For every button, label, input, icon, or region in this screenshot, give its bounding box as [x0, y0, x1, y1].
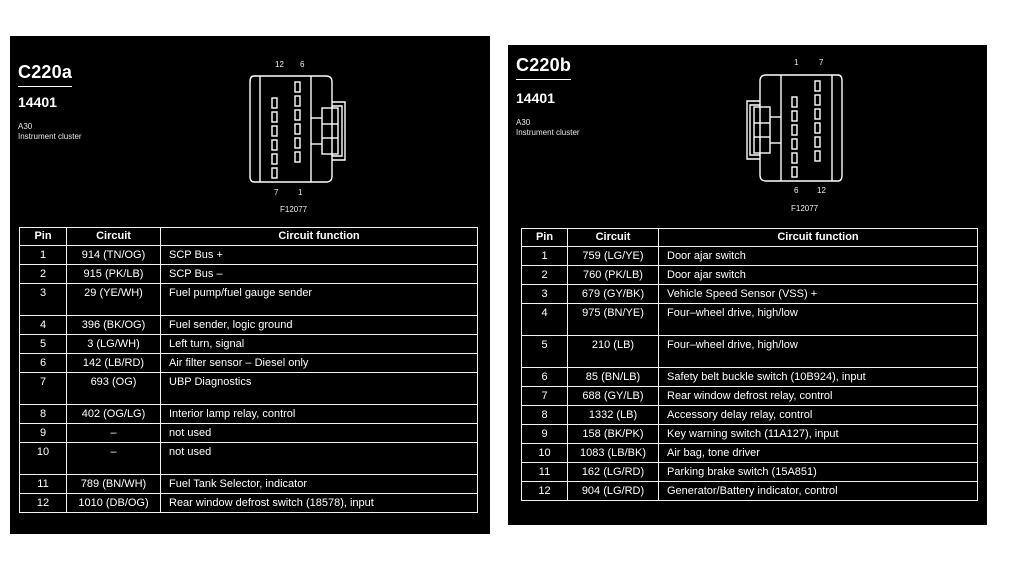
pin-number: 3 [20, 284, 67, 316]
circuit-id: 3 (LG/WH) [67, 335, 161, 354]
table-row [20, 405, 478, 424]
pin-label-top-right: 7 [819, 58, 824, 67]
circuit-function: Fuel sender, logic ground [161, 316, 478, 335]
table-row [20, 475, 478, 494]
pin-number: 2 [522, 266, 568, 285]
pin-number: 8 [522, 406, 568, 425]
pin-number: 9 [20, 424, 67, 443]
component-code: A30 [18, 122, 33, 131]
connector-title: C220b [516, 55, 571, 80]
part-number: 14401 [18, 94, 57, 110]
circuit-function: Door ajar switch [659, 266, 978, 285]
circuit-function: Interior lamp relay, control [161, 405, 478, 424]
circuit-id: 1332 (LB) [568, 406, 659, 425]
circuit-function: UBP Diagnostics [161, 373, 478, 405]
table-row [522, 266, 978, 285]
pin-label-bottom-left: 6 [794, 186, 799, 195]
pin-number: 12 [522, 482, 568, 501]
connector-face-icon [744, 71, 844, 185]
pin-number: 8 [20, 405, 67, 424]
header-circuit: Circuit [568, 229, 659, 247]
pin-number: 7 [20, 373, 67, 405]
circuit-function: Four–wheel drive, high/low [659, 336, 978, 368]
pin-number: 11 [522, 463, 568, 482]
circuit-function: Fuel pump/fuel gauge sender [161, 284, 478, 316]
circuit-function: Rear window defrost relay, control [659, 387, 978, 406]
pin-number: 10 [20, 443, 67, 475]
circuit-id: – [67, 443, 161, 475]
table-row [20, 284, 478, 316]
circuit-function: SCP Bus + [161, 246, 478, 265]
header-circuit-function: Circuit function [161, 228, 478, 246]
pin-number: 5 [20, 335, 67, 354]
pin-number: 5 [522, 336, 568, 368]
circuit-function: Door ajar switch [659, 247, 978, 266]
table-row [20, 494, 478, 513]
circuit-function: Rear window defrost switch (18578), input [161, 494, 478, 513]
table-row [20, 424, 478, 443]
circuit-id: 142 (LB/RD) [67, 354, 161, 373]
connector-title: C220a [18, 62, 72, 87]
table-row [522, 444, 978, 463]
pin-number: 10 [522, 444, 568, 463]
circuit-id: – [67, 424, 161, 443]
table-row [522, 285, 978, 304]
part-number: 14401 [516, 90, 555, 106]
circuit-id: 1083 (LB/BK) [568, 444, 659, 463]
pin-number: 6 [522, 368, 568, 387]
table-row [522, 482, 978, 501]
circuit-function: Vehicle Speed Sensor (VSS) + [659, 285, 978, 304]
circuit-id: 904 (LG/RD) [568, 482, 659, 501]
header-pin: Pin [522, 229, 568, 247]
circuit-id: 760 (PK/LB) [568, 266, 659, 285]
table-row [20, 265, 478, 284]
circuit-function: not used [161, 443, 478, 475]
table-header-row [522, 229, 978, 247]
component-name: Instrument cluster [18, 132, 82, 141]
circuit-id: 396 (BK/OG) [67, 316, 161, 335]
table-row [522, 387, 978, 406]
component-description [18, 122, 82, 142]
pin-number: 9 [522, 425, 568, 444]
connector-panel-c220a [10, 36, 490, 534]
table-row [20, 246, 478, 265]
circuit-id: 679 (GY/BK) [568, 285, 659, 304]
pin-label-top-right: 6 [300, 60, 305, 69]
connector-face-icon [248, 72, 348, 186]
pinout-table-body-a [20, 246, 478, 513]
circuit-function: Air filter sensor – Diesel only [161, 354, 478, 373]
circuit-function: Generator/Battery indicator, control [659, 482, 978, 501]
circuit-function: Four–wheel drive, high/low [659, 304, 978, 336]
pin-label-bottom-left: 7 [274, 188, 279, 197]
circuit-function: Left turn, signal [161, 335, 478, 354]
header-pin: Pin [20, 228, 67, 246]
circuit-function: SCP Bus – [161, 265, 478, 284]
circuit-function: Air bag, tone driver [659, 444, 978, 463]
table-row [522, 406, 978, 425]
table-row [20, 354, 478, 373]
circuit-id: 85 (BN/LB) [568, 368, 659, 387]
pin-number: 1 [20, 246, 67, 265]
pin-label-bottom-right: 12 [817, 186, 826, 195]
circuit-id: 162 (LG/RD) [568, 463, 659, 482]
pinout-table-body-b [522, 247, 978, 501]
table-row [522, 247, 978, 266]
circuit-id: 914 (TN/OG) [67, 246, 161, 265]
circuit-id: 1010 (DB/OG) [67, 494, 161, 513]
header-circuit-function: Circuit function [659, 229, 978, 247]
pin-number: 4 [522, 304, 568, 336]
table-row [20, 335, 478, 354]
figure-reference: F12077 [280, 205, 308, 214]
circuit-id: 29 (YE/WH) [67, 284, 161, 316]
pin-number: 3 [522, 285, 568, 304]
table-row [20, 373, 478, 405]
component-code: A30 [516, 118, 531, 127]
connector-panel-c220b [508, 45, 987, 525]
table-header-row [20, 228, 478, 246]
component-name: Instrument cluster [516, 128, 580, 137]
circuit-id: 975 (BN/YE) [568, 304, 659, 336]
pin-number: 1 [522, 247, 568, 266]
circuit-function: Accessory delay relay, control [659, 406, 978, 425]
circuit-id: 402 (OG/LG) [67, 405, 161, 424]
circuit-function: Key warning switch (11A127), input [659, 425, 978, 444]
table-row [522, 463, 978, 482]
table-row [522, 336, 978, 368]
circuit-function: Parking brake switch (15A851) [659, 463, 978, 482]
pin-number: 12 [20, 494, 67, 513]
figure-reference: F12077 [791, 204, 819, 213]
pin-label-bottom-right: 1 [298, 188, 303, 197]
circuit-id: 915 (PK/LB) [67, 265, 161, 284]
pin-number: 7 [522, 387, 568, 406]
table-row [522, 425, 978, 444]
component-description [516, 118, 580, 138]
table-row [522, 368, 978, 387]
header-circuit: Circuit [67, 228, 161, 246]
pin-label-top-left: 1 [794, 58, 799, 67]
circuit-id: 210 (LB) [568, 336, 659, 368]
pin-number: 6 [20, 354, 67, 373]
pin-number: 2 [20, 265, 67, 284]
pin-label-top-left: 12 [275, 60, 284, 69]
circuit-id: 693 (OG) [67, 373, 161, 405]
circuit-id: 158 (BK/PK) [568, 425, 659, 444]
pin-number: 11 [20, 475, 67, 494]
pinout-table [521, 228, 978, 501]
table-row [20, 316, 478, 335]
circuit-function: not used [161, 424, 478, 443]
circuit-id: 789 (BN/WH) [67, 475, 161, 494]
pin-number: 4 [20, 316, 67, 335]
circuit-id: 759 (LG/YE) [568, 247, 659, 266]
circuit-id: 688 (GY/LB) [568, 387, 659, 406]
pinout-table [19, 227, 478, 513]
circuit-function: Fuel Tank Selector, indicator [161, 475, 478, 494]
table-row [20, 443, 478, 475]
circuit-function: Safety belt buckle switch (10B924), input [659, 368, 978, 387]
table-row [522, 304, 978, 336]
